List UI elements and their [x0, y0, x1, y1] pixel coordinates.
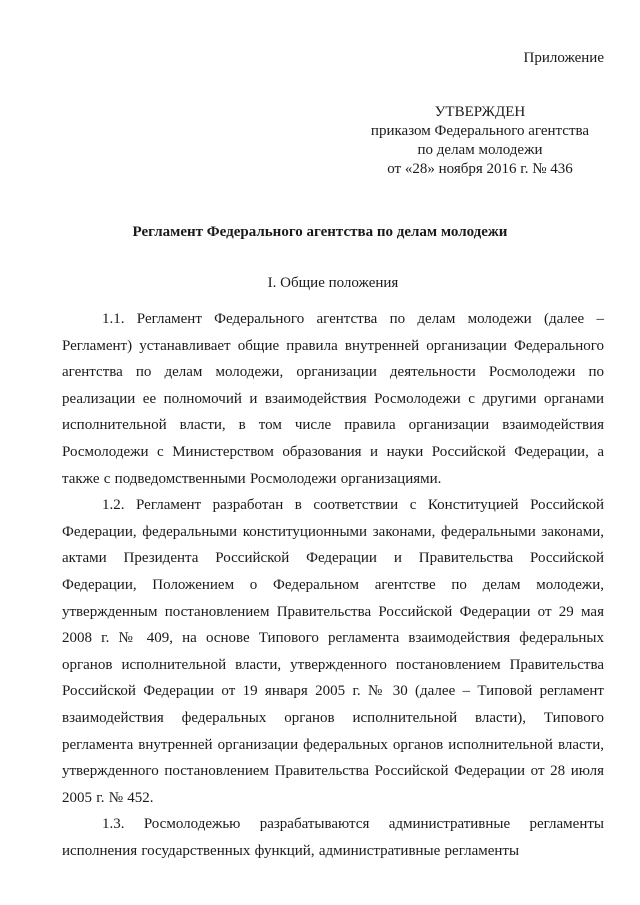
section-heading: I. Общие положения: [267, 275, 399, 291]
document-title: Регламент Федерального агентства по делам молодежи: [132, 224, 508, 240]
approval-block: [360, 103, 600, 179]
approval-order-line: приказом Федерального агентства: [370, 123, 590, 139]
approval-date-line: от «28» ноября 2016 г. № 436: [387, 161, 573, 177]
paragraph-1-2: 1.2. Регламент разработан в соответствии с Конституцией Российской Федерации, федеральными конституционными законами, федеральными законами, актами Президента Российской Федерации и Правительства Российской Федерации, Положением о Федеральном агентстве по делам молодежи, утвержденным постановлением Правительства Российской Федерации от 29 мая 2008 г. № 409, на основе Типового регламента взаимодействия федеральных органов исполнительной власти, утвержденного постановлением Правительства Российской Федерации от 19 января 2005 г. № 30 (далее – Типовой регламент взаимодействия федеральных органов исполнительной власти), Типового регламента внутренней организации федеральных органов исполнительной власти, утвержденного постановлением Правительства Российской Федерации от 28 июля 2005 г. № 452.: [62, 497, 604, 806]
paragraph-1-1: 1.1. Регламент Федерального агентства по делам молодежи (далее – Регламент) устанавливает общие правила внутренней организации Федерального агентства по делам молодежи, организации деятельности Росмолодежи по реализации ее полномочий и взаимодействия Росмолодежи с другими органами исполнительной власти, в том числе правила организации взаимодействия Росмолодежи с Министерством образования и науки Российской Федерации, а также с подведомственными Росмолодежи организациями.: [62, 311, 604, 487]
paragraph-1-3: 1.3. Росмолодежью разрабатываются административные регламенты исполнения государственных функций, административные регламенты: [62, 816, 604, 859]
document-body: [62, 306, 604, 864]
appendix-label: Приложение: [523, 50, 604, 66]
approval-status: УТВЕРЖДЕН: [434, 104, 526, 120]
approval-agency-line: по делам молодежи: [417, 142, 543, 158]
